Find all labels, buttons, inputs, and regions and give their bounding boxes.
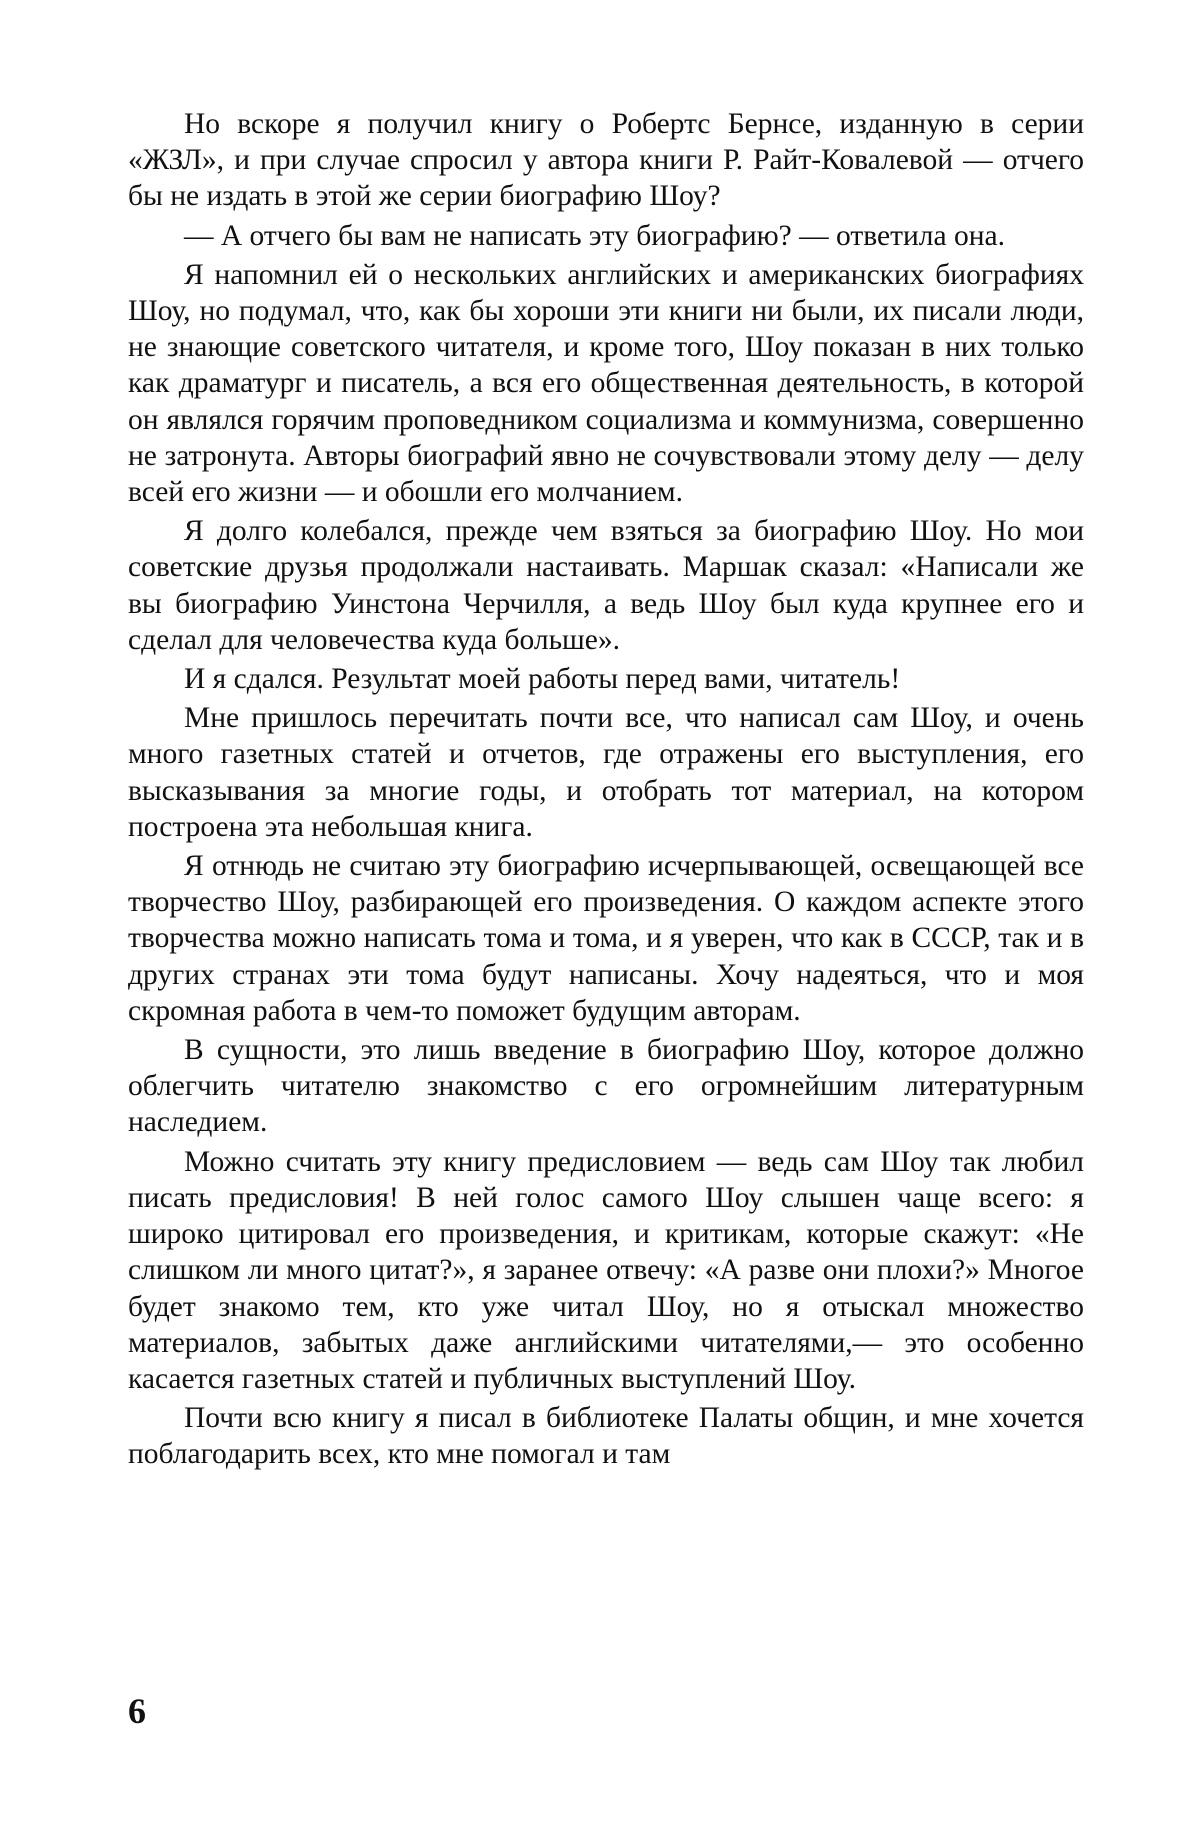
- paragraph-10: Почти всю книгу я писал в библиотеке Палаты общин, и мне хочется поблагодарить всех, кто мне помогал и там: [128, 1400, 1084, 1472]
- paragraph-2: — А отчего бы вам не написать эту биографию? — ответила она.: [128, 218, 1084, 254]
- paragraph-4: Я долго колебался, прежде чем взяться за биографию Шоу. Но мои советские друзья продолжали настаивать. Маршак сказал: «Написали же вы биографию Уинстона Черчилля, а ведь Шоу был куда крупнее его и сделал для человечества куда больше».: [128, 513, 1084, 658]
- paragraph-6: Мне пришлось перечитать почти все, что написал сам Шоу, и очень много газетных статей и отчетов, где отражены его выступления, его высказывания за многие годы, и отобрать тот материал, на котором построена эта небольшая книга.: [128, 700, 1084, 845]
- paragraph-7: Я отнюдь не считаю эту биографию исчерпывающей, освещающей все творчество Шоу, разбирающей его произведения. О каждом аспекте этого творчества можно написать тома и тома, и я уверен, что как в СССР, так и в других странах эти тома будут написаны. Хочу надеяться, что и моя скромная работа в чем-то поможет будущим авторам.: [128, 848, 1084, 1029]
- page-number: 6: [128, 1690, 146, 1732]
- paragraph-8: В сущности, это лишь введение в биографию Шоу, которое должно облегчить читателю знакомство с его огромнейшим литературным наследием.: [128, 1032, 1084, 1141]
- paragraph-3: Я напомнил ей о нескольких английских и американских биографиях Шоу, но подумал, что, как бы хороши эти книги ни были, их писали люди, не знающие советского читателя, и кроме того, Шоу показан в них только как драматург и писатель, а вся его общественная деятельность, в которой он являлся горячим проповедником социализма и коммунизма, совершенно не затронута. Авторы биографий явно не сочувствовали этому делу — делу всей его жизни — и обошли его молчанием.: [128, 257, 1084, 510]
- paragraph-9: Можно считать эту книгу предисловием — ведь сам Шоу так любил писать предисловия! В ней голос самого Шоу слышен чаще всего: я широко цитировал его произведения, и критикам, которые скажут: «Не слишком ли много цитат?», я заранее отвечу: «А разве они плохи?» Многое будет знакомо тем, кто уже читал Шоу, но я отыскал множество материалов, забытых даже английскими читателями,— это особенно касается газетных статей и публичных выступлений Шоу.: [128, 1144, 1084, 1397]
- book-page-text: [128, 106, 1084, 1476]
- paragraph-1: Но вскоре я получил книгу о Робертс Бернсе, изданную в серии «ЖЗЛ», и при случае спросил у автора книги Р. Райт-Ковалевой — отчего бы не издать в этой же серии биографию Шоу?: [128, 106, 1084, 215]
- paragraph-5: И я сдался. Результат моей работы перед вами, читатель!: [128, 661, 1084, 697]
